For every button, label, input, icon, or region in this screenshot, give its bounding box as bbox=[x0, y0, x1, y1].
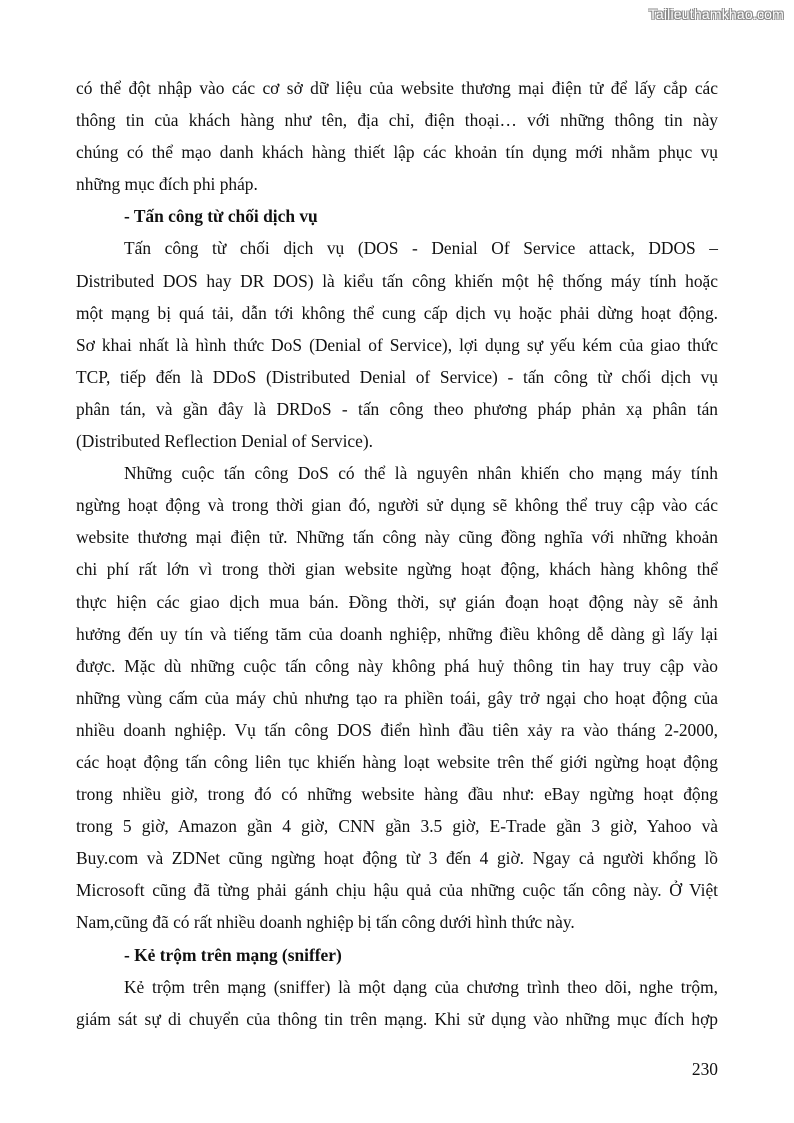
text-line: Microsoft cũng đã từng phải gánh chịu hậu quả của những cuộc tấn công này. Ở Việt bbox=[76, 880, 718, 901]
text-line: những vùng cấm của máy chủ nhưng tạo ra phiền toái, gây trở ngại cho hoạt động của bbox=[76, 687, 718, 708]
section-heading-sniffer: - Kẻ trộm trên mạng (sniffer) bbox=[124, 944, 342, 965]
text-line: trong nhiều giờ, trong đó có những website hàng đầu như: eBay ngừng hoạt động bbox=[76, 784, 718, 805]
text-line: các hoạt động tấn công liên tục khiến hàng loạt website trên thế giới ngừng hoạt động bbox=[76, 751, 718, 772]
text-line: Kẻ trộm trên mạng (sniffer) là một dạng của chương trình theo dõi, nghe trộm, bbox=[124, 976, 718, 997]
text-line: (Distributed Reflection Denial of Service). bbox=[76, 431, 373, 452]
text-line: nhiều doanh nghiệp. Vụ tấn công DOS điển hình đầu tiên xảy ra vào tháng 2-2000, bbox=[76, 719, 718, 740]
text-line: thông tin của khách hàng như tên, địa chỉ, điện thoại… với những thông tin này bbox=[76, 110, 718, 131]
paragraph bbox=[76, 232, 718, 457]
text-line: Distributed DOS hay DR DOS) là kiểu tấn công khiến một hệ thống máy tính hoặc bbox=[76, 270, 718, 291]
text-line: Tấn công từ chối dịch vụ (DOS - Denial Of Service attack, DDOS – bbox=[124, 238, 718, 259]
text-line: hưởng đến uy tín và tiếng tăm của doanh nghiệp, những điều không dễ dàng gì lấy lại bbox=[76, 623, 718, 644]
watermark: Tailieuthamkhao.com bbox=[648, 6, 784, 22]
paragraph bbox=[76, 457, 718, 938]
text-line: những mục đích phi pháp. bbox=[76, 174, 258, 195]
text-line: Buy.com và ZDNet cũng ngừng hoạt động từ 3 đến 4 giờ. Ngay cả người khổng lồ bbox=[76, 848, 718, 869]
page-number: 230 bbox=[691, 1059, 718, 1079]
text-line: thực hiện các giao dịch mua bán. Đồng thời, sự gián đoạn hoạt động này sẽ ảnh bbox=[76, 591, 718, 612]
text-line: ngừng hoạt động và trong thời gian đó, người sử dụng sẽ không thể truy cập vào các bbox=[76, 495, 718, 516]
text-line: được. Mặc dù những cuộc tấn công này không phá huỷ thông tin hay truy cập vào bbox=[76, 655, 718, 676]
section-heading-dos: - Tấn công từ chối dịch vụ bbox=[124, 206, 318, 227]
paragraph bbox=[76, 971, 718, 1035]
text-line: một mạng bị quá tải, dẫn tới không thể cung cấp dịch vụ hoặc phải dừng hoạt động. bbox=[76, 302, 718, 323]
text-line: website thương mại điện tử. Những tấn công này cũng đồng nghĩa với những khoản bbox=[76, 527, 718, 548]
text-line: phân tán, và gần đây là DRDoS - tấn công theo phương pháp phản xạ phân tán bbox=[76, 398, 718, 419]
document-body bbox=[76, 72, 718, 1035]
text-line: Nam,cũng đã có rất nhiều doanh nghiệp bị tấn công dưới hình thức này. bbox=[76, 912, 575, 933]
text-line: có thể đột nhập vào các cơ sở dữ liệu của website thương mại điện tử để lấy cắp các bbox=[76, 78, 718, 98]
text-line: Sơ khai nhất là hình thức DoS (Denial of Service), lợi dụng sự yếu kém của giao thức bbox=[76, 334, 718, 355]
text-line: Những cuộc tấn công DoS có thể là nguyên nhân khiến cho mạng máy tính bbox=[124, 463, 718, 484]
paragraph bbox=[76, 72, 718, 200]
text-line: trong 5 giờ, Amazon gần 4 giờ, CNN gần 3.5 giờ, E-Trade gần 3 giờ, Yahoo và bbox=[76, 816, 718, 837]
text-line: TCP, tiếp đến là DDoS (Distributed Denial of Service) - tấn công từ chối dịch vụ bbox=[76, 366, 718, 387]
text-line: chúng có thể mạo danh khách hàng thiết lập các khoản tín dụng mới nhằm phục vụ bbox=[76, 142, 718, 163]
text-line: giám sát sự di chuyển của thông tin trên mạng. Khi sử dụng vào những mục đích hợp bbox=[76, 1008, 718, 1029]
text-line: chi phí rất lớn vì trong thời gian website ngừng hoạt động, khách hàng không thể bbox=[76, 559, 718, 580]
